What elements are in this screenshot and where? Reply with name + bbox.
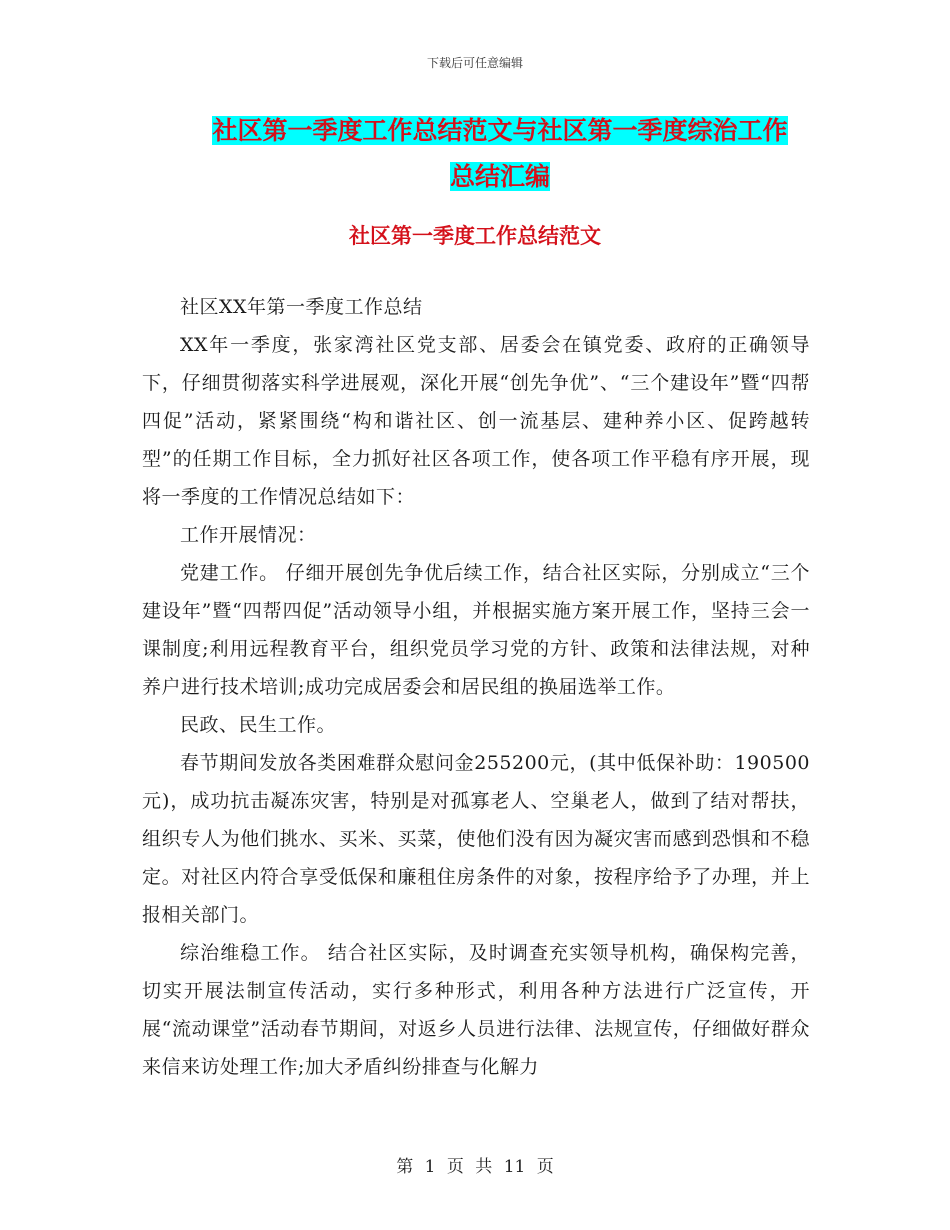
document-title-line-1: 社区第一季度工作总结范文与社区第一季度综治工作 [212,116,788,145]
page-footer: 第 1 页 共 11 页 [396,1157,554,1177]
paragraph-civil-affairs-heading: 民政、民生工作。 [180,714,337,736]
header-note: 下载后可任意编辑 [426,56,523,70]
document-title-line-2: 总结汇编 [449,162,550,191]
section-title: 社区第一季度工作总结范文 [349,224,601,248]
document-body [142,288,810,1086]
paragraph-stability: 综治维稳工作。 结合社区实际，及时调查充实领导机构，确保构完善，切实开展法制宣传活动，实行多种形式，利用各种方法进行广泛宣传，开展“流动课堂”活动春节期间，对返乡人员进行法律、法规宣传，仔细做好群众来信来访处理工作;加大矛盾纠纷排查与化解力 [142,942,810,1078]
paragraph-work-status-heading: 工作开展情况： [180,524,317,546]
paragraph-subtitle: 社区XX年第一季度工作总结 [180,296,423,318]
paragraph-intro: XX年一季度，张家湾社区党支部、居委会在镇党委、政府的正确领导下，仔细贯彻落实科学进展观，深化开展“创先争优”、“三个建设年”暨“四帮四促”活动，紧紧围绕“构和谐社区、创一流基层、建种养小区、促跨越转型”的任期工作目标，全力抓好社区各项工作，使各项工作平稳有序开展，现将一季度的工作情况总结如下： [142,334,810,508]
paragraph-spring-festival: 春节期间发放各类困难群众慰问金255200元，(其中低保补助：190500元)，成功抗击凝冻灾害，特别是对孤寡老人、空巢老人，做到了结对帮扶，组织专人为他们挑水、买米、买菜，使他们没有因为凝灾害而感到恐惧和不稳定。对社区内符合享受低保和廉租住房条件的对象，按程序给予了办理，并上报相关部门。 [142,752,810,926]
document-title [190,108,810,200]
paragraph-party-building: 党建工作。 仔细开展创先争优后续工作，结合社区实际，分别成立“三个建设年”暨“四帮四促”活动领导小组，并根据实施方案开展工作，坚持三会一课制度;利用远程教育平台，组织党员学习党的方针、政策和法律法规，对种养户进行技术培训;成功完成居委会和居民组的换届选举工作。 [142,562,810,698]
